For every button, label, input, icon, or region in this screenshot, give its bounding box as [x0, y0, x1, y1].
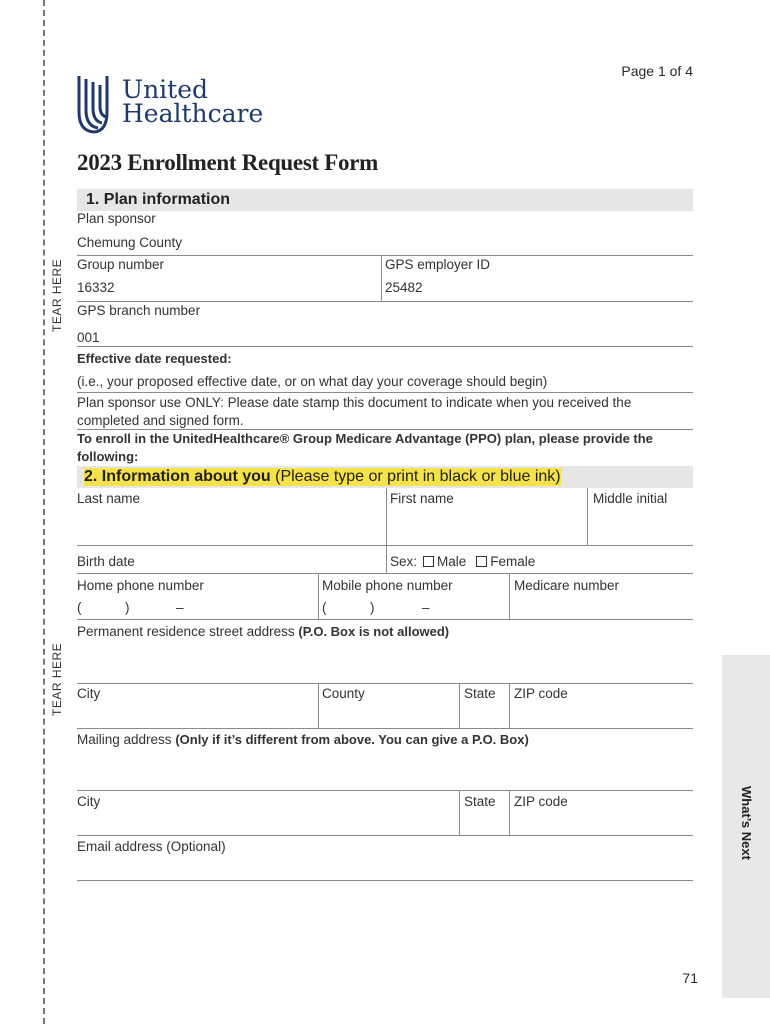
mobile-phone-label: Mobile phone number — [322, 578, 453, 593]
county-label: County — [322, 686, 365, 701]
logo-wordmark — [122, 75, 264, 128]
divider — [77, 573, 693, 574]
divider — [386, 488, 387, 545]
divider — [77, 545, 693, 546]
tear-line — [43, 0, 45, 1024]
home-phone-dash: – — [176, 600, 184, 615]
divider — [459, 790, 460, 835]
effective-date-hint: (i.e., your proposed effective date, or on what day your coverage should begin) — [77, 374, 548, 389]
divider — [509, 683, 510, 728]
birth-date-label: Birth date — [77, 554, 135, 569]
divider — [509, 573, 510, 619]
section-2-title — [84, 468, 561, 486]
divider — [77, 346, 693, 347]
section-2-title-text: 2. Information about you — [84, 468, 271, 485]
section-1-title: 1. Plan information — [86, 191, 231, 208]
section-2-header — [77, 466, 693, 488]
female-checkbox[interactable] — [476, 556, 487, 567]
divider — [77, 255, 693, 256]
middle-initial-label: Middle initial — [593, 491, 668, 506]
residence-address-label — [77, 624, 449, 639]
male-label: Male — [437, 554, 467, 569]
mailing-state-label: State — [464, 794, 496, 809]
divider — [459, 683, 460, 728]
first-name-label: First name — [390, 491, 454, 506]
mailing-city-label: City — [77, 794, 101, 809]
divider — [77, 619, 693, 620]
home-phone-label: Home phone number — [77, 578, 204, 593]
medicare-number-label: Medicare number — [514, 578, 620, 593]
divider — [381, 256, 382, 301]
group-number-label: Group number — [77, 257, 165, 272]
gps-employer-id-value: 25482 — [385, 280, 423, 295]
residence-label-text: Permanent residence street address — [77, 624, 295, 639]
tear-here-label-top: TEAR HERE — [50, 258, 64, 332]
home-phone-close-paren: ) — [125, 600, 130, 615]
divider — [77, 429, 693, 430]
divider — [77, 683, 693, 684]
tear-here-label-bottom: TEAR HERE — [50, 642, 64, 716]
divider — [77, 392, 693, 393]
logo-line-2: Healthcare — [122, 99, 264, 128]
divider — [509, 790, 510, 835]
sex-field — [390, 554, 535, 569]
divider — [77, 835, 693, 836]
enroll-instructions-line-2: following: — [77, 449, 139, 464]
divider — [77, 880, 693, 881]
logo-line-1: United — [122, 75, 209, 104]
group-number-value: 16332 — [77, 280, 115, 295]
female-label: Female — [490, 554, 536, 569]
mailing-label-text: Mailing address — [77, 732, 172, 747]
whats-next-tab[interactable] — [722, 655, 770, 998]
state-label: State — [464, 686, 496, 701]
divider — [587, 488, 588, 545]
mobile-phone-close-paren: ) — [370, 600, 375, 615]
mobile-phone-open-paren: ( — [322, 600, 327, 615]
zip-code-label: ZIP code — [514, 686, 568, 701]
section-1-header — [77, 189, 693, 211]
gps-branch-value: 001 — [77, 330, 100, 345]
footer-page-number: 71 — [682, 970, 698, 986]
plan-sponsor-value: Chemung County — [77, 235, 183, 250]
sponsor-note-line-2: completed and signed form. — [77, 413, 244, 428]
mobile-phone-dash: – — [422, 600, 430, 615]
sex-label: Sex: — [390, 554, 418, 569]
divider — [77, 790, 693, 791]
residence-note: (P.O. Box is not allowed) — [298, 624, 450, 639]
divider — [77, 301, 693, 302]
gps-employer-id-label: GPS employer ID — [385, 257, 491, 272]
mailing-zip-label: ZIP code — [514, 794, 568, 809]
form-title: 2023 Enrollment Request Form — [77, 150, 379, 175]
divider — [318, 683, 319, 728]
mailing-note: (Only if it’s different from above. You can give a P.O. Box) — [175, 732, 529, 747]
home-phone-open-paren: ( — [77, 600, 82, 615]
mailing-address-label — [77, 732, 529, 747]
page-indicator: Page 1 of 4 — [621, 63, 693, 79]
section-2-title-note: (Please type or print in black or blue ink) — [275, 468, 561, 485]
gps-branch-label: GPS branch number — [77, 303, 201, 318]
divider — [318, 573, 319, 619]
last-name-label: Last name — [77, 491, 141, 506]
sponsor-note-line-1: Plan sponsor use ONLY: Please date stamp this document to indicate when you received the — [77, 395, 632, 410]
male-checkbox[interactable] — [423, 556, 434, 567]
plan-sponsor-label: Plan sponsor — [77, 211, 156, 226]
whats-next-label: What’s Next — [739, 786, 754, 860]
unitedhealthcare-logo-icon — [76, 76, 110, 139]
divider — [77, 728, 693, 729]
enroll-instructions-line-1: To enroll in the UnitedHealthcare® Group Medicare Advantage (PPO) plan, please provide the — [77, 431, 653, 446]
effective-date-label: Effective date requested: — [77, 351, 232, 366]
email-address-label: Email address (Optional) — [77, 839, 226, 854]
divider — [386, 545, 387, 573]
city-label: City — [77, 686, 101, 701]
